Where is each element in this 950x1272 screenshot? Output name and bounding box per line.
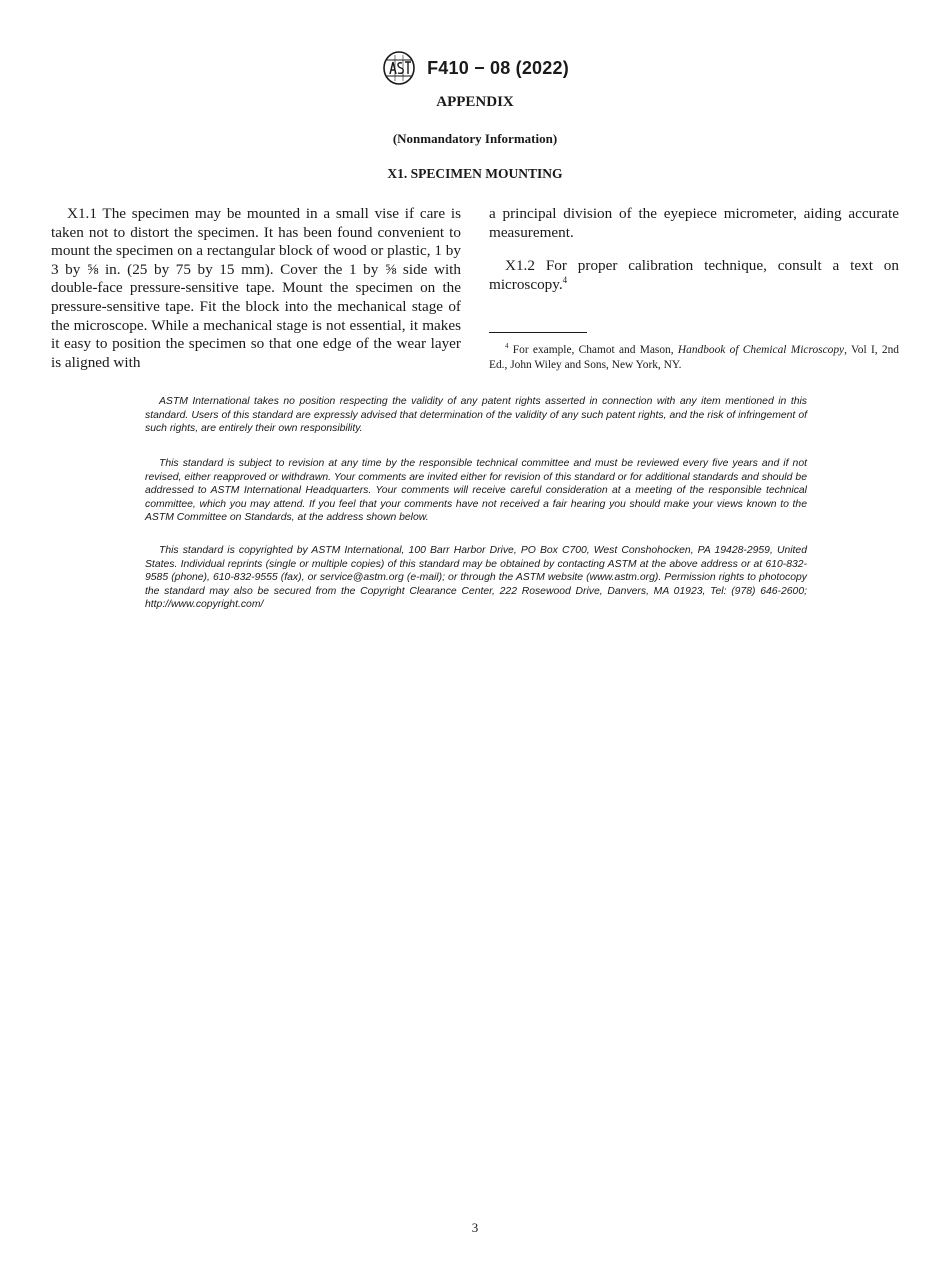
astm-logo-icon (381, 50, 417, 86)
footnote (489, 343, 899, 373)
page-header (0, 50, 950, 86)
page-number: 3 (471, 1220, 479, 1235)
footnote-marker: 4 (505, 342, 509, 350)
standard-designation: F410 − 08 (2022) (427, 57, 569, 78)
paragraph-x1-2-text: X1.2 For proper calibration technique, consult a text on microscopy. (489, 257, 899, 293)
appendix-title: APPENDIX (436, 94, 514, 110)
footnote-divider (489, 332, 587, 333)
footnote-prefix: For example, Chamot and Mason, (512, 344, 678, 356)
left-column (51, 205, 461, 372)
nonmandatory-label: (Nonmandatory Information) (392, 131, 558, 146)
paragraph-x1-2 (489, 257, 899, 294)
footnote-suffix: , Vol I, 2nd Ed., John Wiley and Sons, New York, NY. (489, 344, 899, 371)
paragraph-x1-1: X1.1 The specimen may be mounted in a small vise if care is taken not to distort the specimen. It has been found convenient to mount the specimen on a rectangular block of wood or plastic, 1 by 3 by ⅝ in. (25 by 75 by 15 mm). Cover the 1 by ⅝ side with double-face pressure-sensitive tape. Mount the specimen on the pressure-sensitive tape. Fit the block into the mechanical stage of the microscope. While a mechanical stage is not essential, it makes it easy to position the specimen so that one edge of the wear layer is aligned with (51, 205, 461, 371)
footnote-reference: 4 (562, 274, 568, 285)
paragraph-x1-1-continued: a principal division of the eyepiece micrometer, aiding accurate measurement. (489, 205, 899, 241)
patent-notice: ASTM International takes no position respecting the validity of any patent rights asserted in connection with any item mentioned in this standard. Users of this standard are expressly advised that determination of the validity of any such patent rights, and the risk of infringement of such rights, are entirely their own responsibility. (145, 396, 807, 435)
section-title: X1. SPECIMEN MOUNTING (387, 166, 563, 181)
copyright-notice: This standard is copyrighted by ASTM International, 100 Barr Harbor Drive, PO Box C700, West Conshohocken, PA 19428-2959, United States. Individual reprints (single or multiple copies) of this standard may be obtained by contacting ASTM at the above address or at 610-832-9585 (phone), 610-832-9555 (fax), or service@astm.org (e-mail); or through the ASTM website (www.astm.org). Permission rights to photocopy the standard may also be secured from the Copyright Clearance Center, 222 Rosewood Drive, Danvers, MA 01923, Tel: (978) 646-2600; http://www.copyright.com/ (145, 545, 807, 611)
footnote-book-title: Handbook of Chemical Microscopy (677, 344, 845, 356)
right-column (489, 205, 899, 294)
revision-notice: This standard is subject to revision at any time by the responsible technical committee and must be reviewed every five years and if not revised, either reapproved or withdrawn. Your comments are invited either for revision of this standard or for additional standards and should be addressed to ASTM International Headquarters. Your comments will receive careful consideration at a meeting of the responsible technical committee, which you may attend. If you feel that your comments have not received a fair hearing you should make your views known to the ASTM Committee on Standards, at the address shown below. (145, 458, 807, 524)
